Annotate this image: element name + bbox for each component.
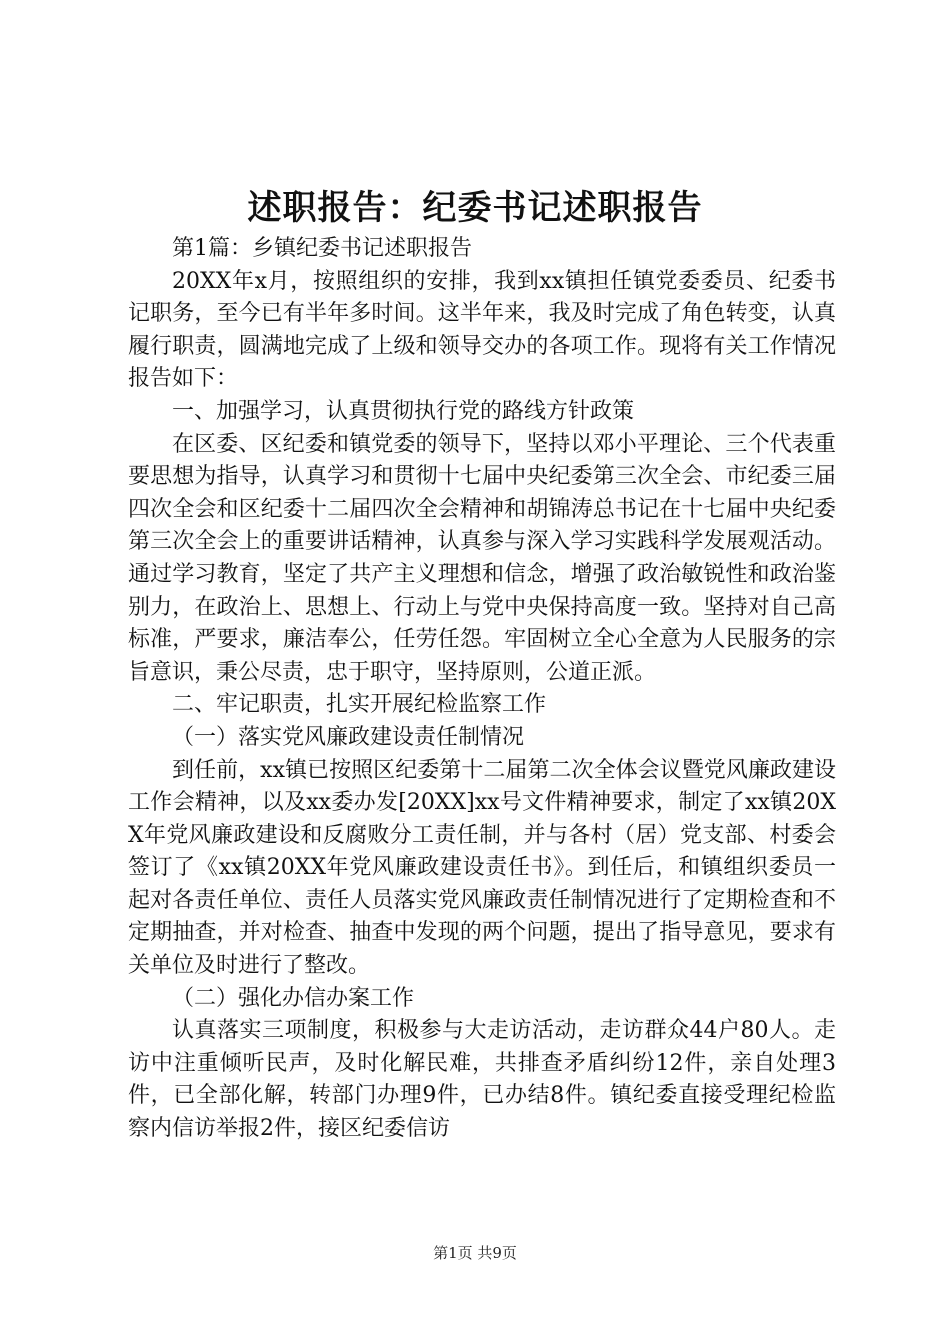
section-heading: 一、加强学习，认真贯彻执行党的路线方针政策 [172, 398, 635, 424]
body-paragraph: 20XX年x月，按照组织的安排，我到xx镇担任镇党委委员、纪委书记职务，至今已有半年多时间。这半年来，我及时完成了角色转变，认真履行职责，圆满地完成了上级和领导交办的各项工作。现将有关工作情况报告如下： [128, 268, 836, 392]
body-paragraph: 到任前，xx镇已按照区纪委第十二届第二次全体会议暨党风廉政建设工作会精神，以及xx委办发[20XX]xx号文件精神要求，制定了xx镇20XX年党风廉政建设和反腐败分工责任制，并与各村（居）党支部、村委会签订了《xx镇20XX年党风廉政建设责任书》。到任后，和镇组织委员一起对各责任单位、责任人员落实党风廉政责任制情况进行了定期检查和不定期抽查，并对检查、抽查中发现的两个问题，提出了指导意见，要求有关单位及时进行了整改。 [128, 757, 836, 979]
document-body [128, 233, 836, 1146]
body-paragraph: 在区委、区纪委和镇党委的领导下，坚持以邓小平理论、三个代表重要思想为指导，认真学习和贯彻十七届中央纪委第三次全会、市纪委三届四次全会和区纪委十二届四次全会精神和胡锦涛总书记在十七届中央纪委第三次全会上的重要讲话精神，认真参与深入学习实践科学发展观活动。通过学习教育，坚定了共产主义理想和信念，增强了政治敏锐性和政治鉴别力，在政治上、思想上、行动上与党中央保持高度一致。坚持对自己高标准，严要求，廉洁奉公，任劳任怨。牢固树立全心全意为人民服务的宗旨意识，秉公尽责，忠于职守，坚持原则，公道正派。 [128, 431, 836, 685]
subsection-heading: （二）强化办信办案工作 [172, 985, 415, 1011]
section-heading: 第1篇：乡镇纪委书记述职报告 [172, 236, 472, 261]
page-number: 第1页 共9页 [433, 1244, 517, 1262]
body-paragraph: 认真落实三项制度，积极参与大走访活动，走访群众44户80人。走访中注重倾听民声，及时化解民难，共排查矛盾纠纷12件，亲自处理3件，已全部化解，转部门办理9件，已办结8件。镇纪委直接受理纪检监察内信访举报2件，接区纪委信访 [128, 1018, 836, 1142]
section-heading: 二、牢记职责，扎实开展纪检监察工作 [172, 692, 547, 718]
subsection-heading: （一）落实党风廉政建设责任制情况 [172, 724, 525, 750]
document-title: 述职报告：纪委书记述职报告 [247, 188, 703, 228]
